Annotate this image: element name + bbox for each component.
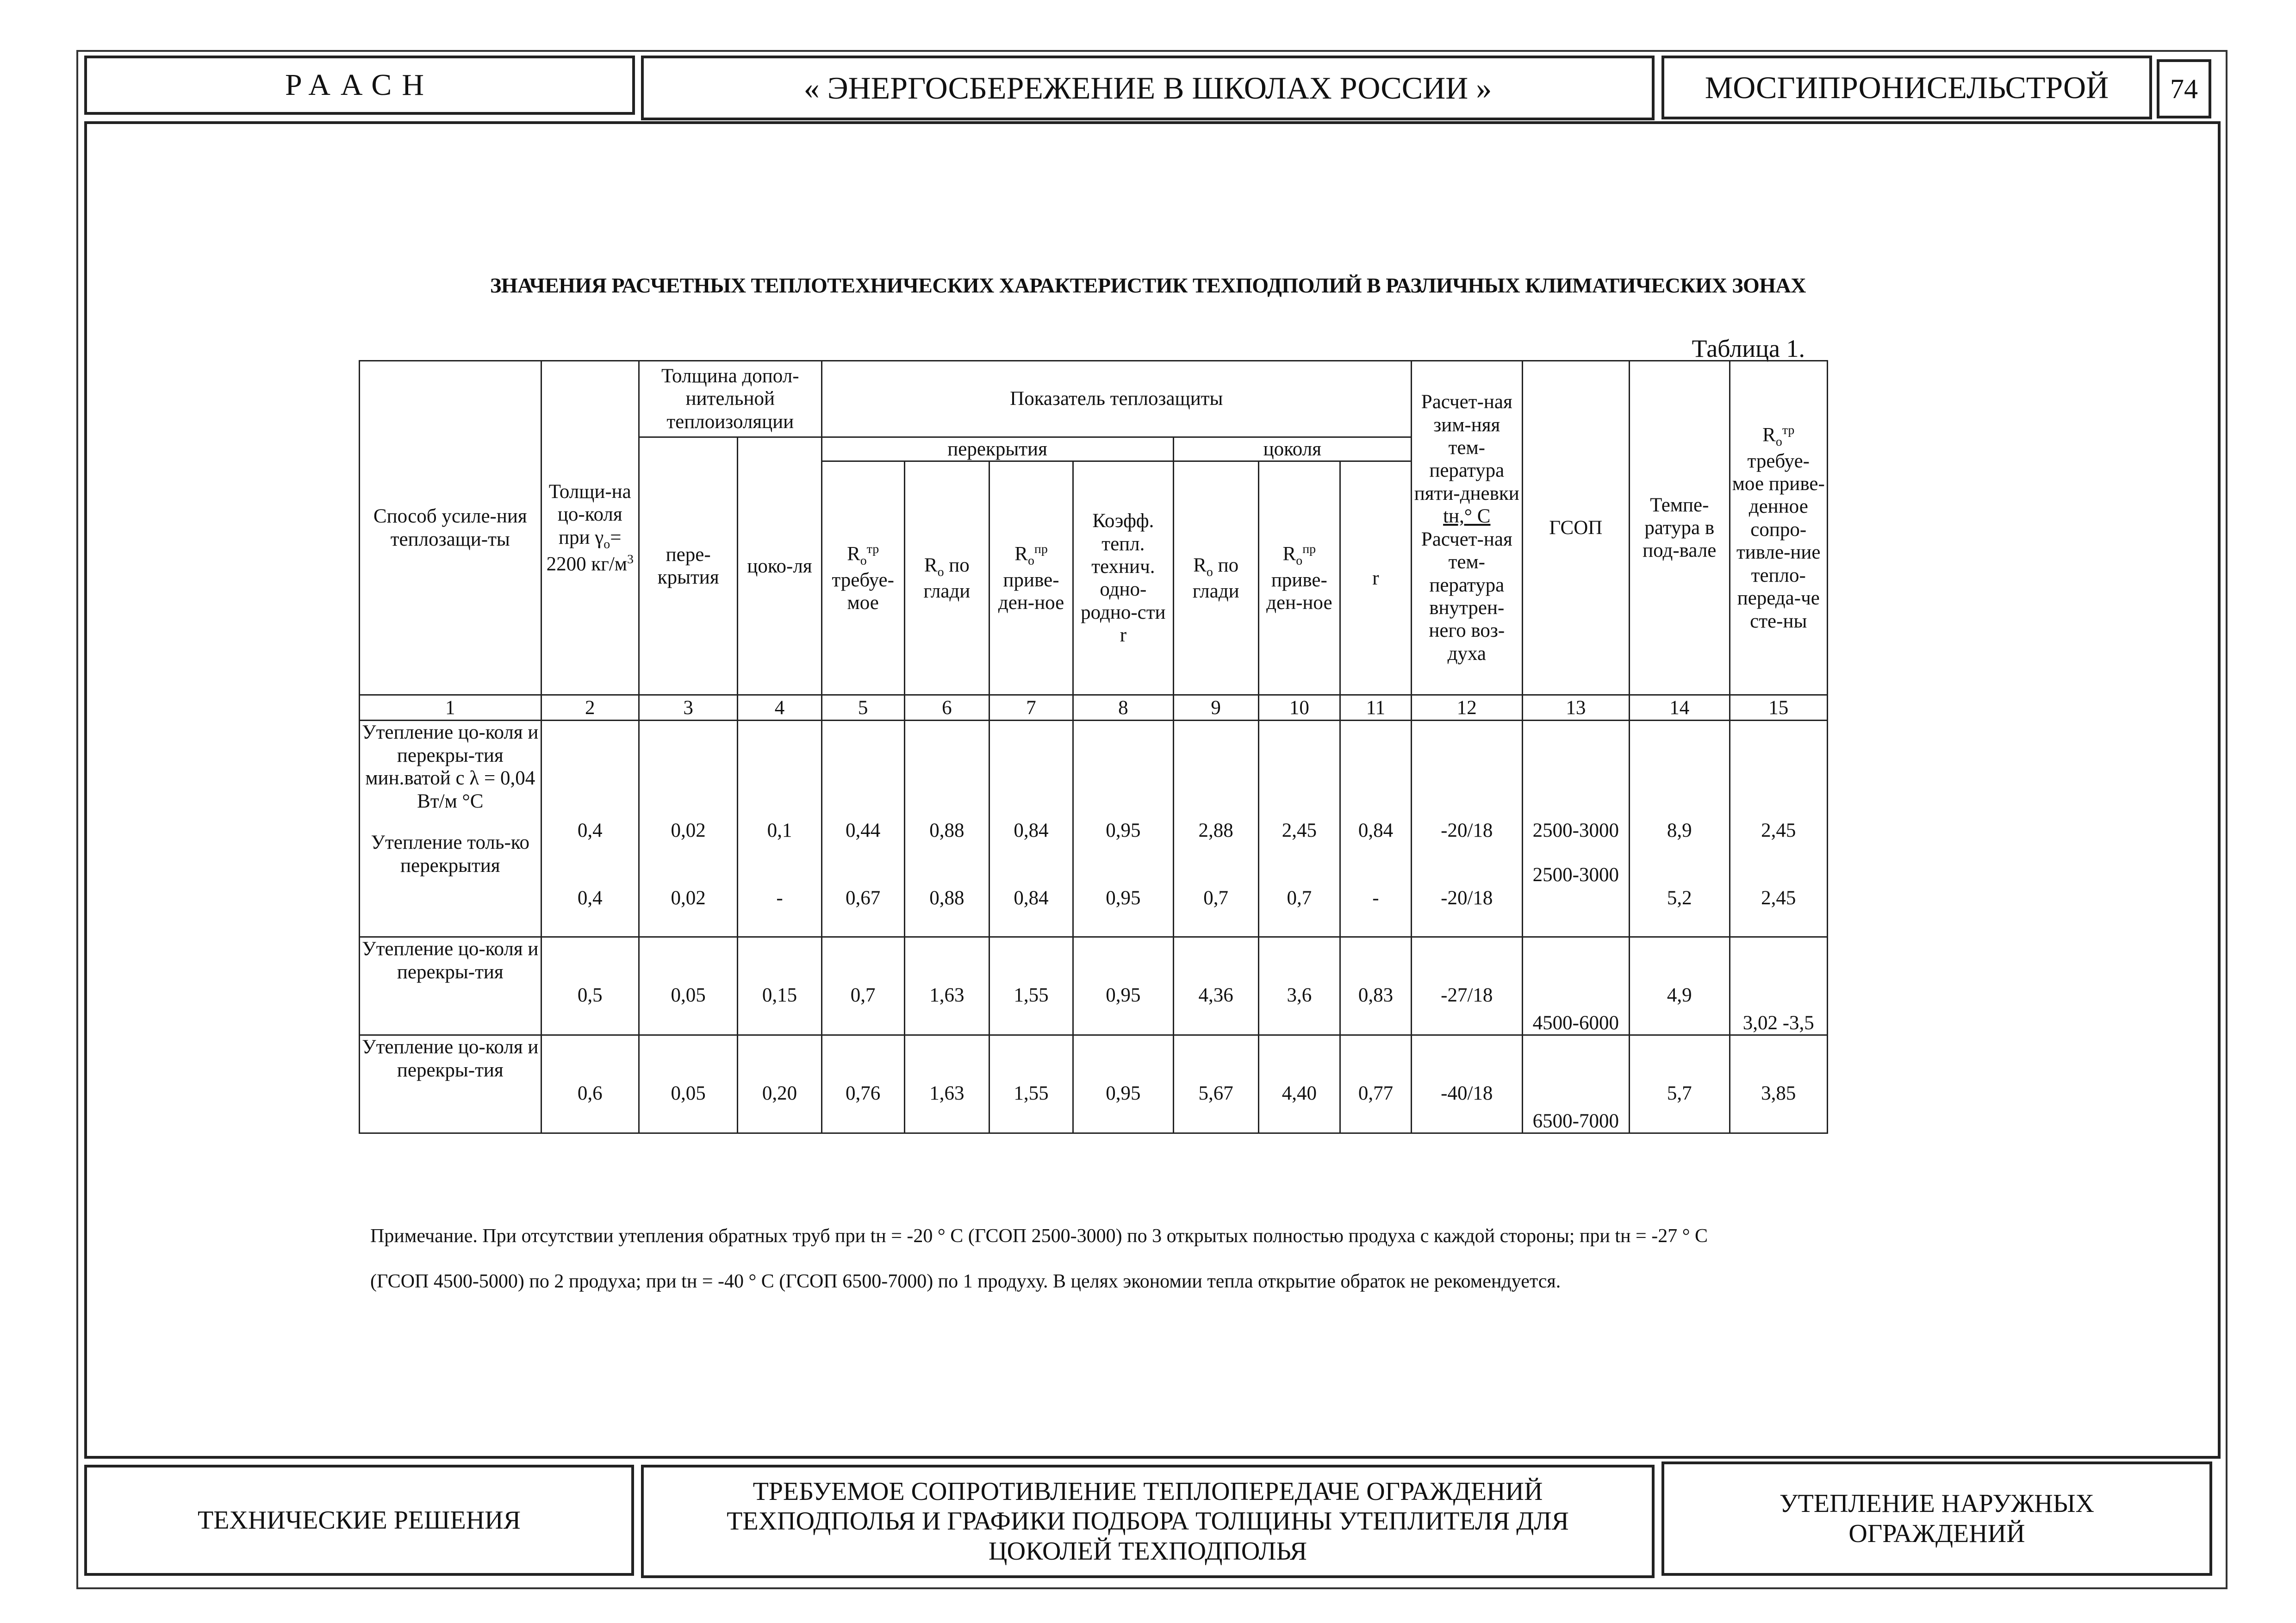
header-project: « ЭНЕРГОСБЕРЕЖЕНИЕ В ШКОЛАХ РОССИИ » [641, 56, 1655, 120]
row-cell: 2,88 0,7 [1173, 721, 1258, 937]
table-row [360, 721, 1828, 937]
footnote-line: (ГСОП 4500-5000) по 2 продуха; при tн = -40 ° С (ГСОП 6500-7000) по 1 продуху. В целях экономии тепла открытие обраток не рекомендуется. [370, 1271, 1561, 1292]
row-cell: 0,95 [1073, 1035, 1173, 1133]
header-r-plinth: r [1340, 461, 1411, 695]
table-label: Таблица 1. [1692, 335, 1805, 362]
row-cell: 0,83 [1340, 937, 1411, 1035]
row-cell: 6500-7000 [1522, 1035, 1630, 1133]
row-cell: 0,84 - [1340, 721, 1411, 937]
row-cell: 8,9 5,2 [1630, 721, 1730, 937]
row-cell: 0,77 [1340, 1035, 1411, 1133]
row-cell: 0,05 [639, 1035, 737, 1133]
col-number: 12 [1411, 695, 1522, 721]
header-winter-temp: Расчет-ная зим-няя тем-пература пяти-дневки tн,° С Расчет-ная тем-пература внутрен-него воз-духа [1411, 361, 1522, 695]
row-cell: 4500-6000 [1522, 937, 1630, 1035]
row-cell: 0,76 [821, 1035, 904, 1133]
table-row [360, 937, 1828, 1035]
header-method: Способ усиле-ния теплозащи-ты [360, 361, 541, 695]
header-r-required: $R_о^{тр}$ требуе-мое [821, 461, 904, 695]
row-cell: -40/18 [1411, 1035, 1522, 1133]
col-number: 3 [639, 695, 737, 721]
row-method: Утепление цо-коля и перекры-тия [360, 937, 541, 1035]
row-cell: 1,63 [904, 1035, 989, 1133]
row-cell: 2,45 2,45 [1730, 721, 1828, 937]
row-cell: 0,5 [541, 937, 639, 1035]
row-cell: 0,20 [738, 1035, 821, 1133]
header-gsop: ГСОП [1522, 361, 1630, 695]
row-cell: 4,40 [1258, 1035, 1340, 1133]
col-number: 10 [1258, 695, 1340, 721]
col-number: 5 [821, 695, 904, 721]
row-cell: 3,6 [1258, 937, 1340, 1035]
col-number: 4 [738, 695, 821, 721]
row-cell: 0,4 0,4 [541, 721, 639, 937]
col-number: 11 [1340, 695, 1411, 721]
col-number: 15 [1730, 695, 1828, 721]
row-cell: 3,02 -3,5 [1730, 937, 1828, 1035]
header-plinth: цоколя [1173, 437, 1411, 461]
col-number: 2 [541, 695, 639, 721]
header-org: РААСН [84, 56, 635, 115]
footnote [370, 1213, 1944, 1304]
row-cell: 0,88 0,88 [904, 721, 989, 937]
row-cell: 5,67 [1173, 1035, 1258, 1133]
col-number: 7 [989, 695, 1073, 721]
row-cell: 1,63 [904, 937, 989, 1035]
row-cell: 1,55 [989, 1035, 1073, 1133]
col-number: 1 [360, 695, 541, 721]
data-table [359, 360, 1828, 1134]
header-protection: Показатель теплозащиты [821, 361, 1411, 437]
footer-right: УТЕПЛЕНИЕ НАРУЖНЫХ ОГРАЖДЕНИЙ [1661, 1461, 2212, 1576]
header-add-insulation: Толщина допол-нительной теплоизоляции [639, 361, 821, 437]
row-cell: 0,02 0,02 [639, 721, 737, 937]
row-cell: 0,05 [639, 937, 737, 1035]
header-overlap: перекрытия [821, 437, 1173, 461]
row-cell: -27/18 [1411, 937, 1522, 1035]
column-numbers-row [360, 695, 1828, 721]
row-cell: 0,1 - [738, 721, 821, 937]
row-cell: 0,95 [1073, 937, 1173, 1035]
row-cell: 0,7 [821, 937, 904, 1035]
table-title: ЗНАЧЕНИЯ РАСЧЕТНЫХ ТЕПЛОТЕХНИЧЕСКИХ ХАРАКТЕРИСТИК ТЕХПОДПОЛИЙ В РАЗЛИЧНЫХ КЛИМАТИЧЕСКИХ ЗОНАХ [490, 274, 1806, 297]
row-cell: 0,6 [541, 1035, 639, 1133]
header-institute: МОСГИПРОНИСЕЛЬСТРОЙ [1661, 56, 2152, 119]
header-r-reduced: $R_о^{пр}$ приве-ден-ное [989, 461, 1073, 695]
col-number: 9 [1173, 695, 1258, 721]
header-tsok: цоко-ля [738, 437, 821, 695]
row-cell: 4,36 [1173, 937, 1258, 1035]
row-cell: 0,15 [738, 937, 821, 1035]
row-method: Утепление цо-коля и перекры-тия мин.ватой с λ = 0,04 Вт/м °С Утепление толь-ко перекрытия [360, 721, 541, 937]
header-r-reduced-plinth: $R_о^{пр}$ приве-ден-ное [1258, 461, 1340, 695]
col-number: 6 [904, 695, 989, 721]
header-r-smooth: $R_о$ по глади [904, 461, 989, 695]
col-number: 14 [1630, 695, 1730, 721]
header-r-wall: $R_о^{тр}$ требуе-мое приве-денное сопро-тивле-ние тепло-переда-че сте-ны [1730, 361, 1828, 695]
row-cell: 4,9 [1630, 937, 1730, 1035]
col-number: 8 [1073, 695, 1173, 721]
header-thickness: Толщи-на цо-коля при $\gamma_о= 2200$ $кг/м^3$ [541, 361, 639, 695]
footer-left: ТЕХНИЧЕСКИЕ РЕШЕНИЯ [84, 1465, 634, 1576]
row-cell: 0,84 0,84 [989, 721, 1073, 937]
header-r-smooth-plinth: $R_о$ по глади [1173, 461, 1258, 695]
table-row [360, 1035, 1828, 1133]
row-cell: 5,7 [1630, 1035, 1730, 1133]
footnote-line: Примечание. При отсутствии утепления обратных труб при tн = -20 ° С (ГСОП 2500-3000) по 3 открытых полностью продуха с каждой стороны; при tн = -27 ° С [370, 1225, 1708, 1247]
row-method: Утепление цо-коля и перекры-тия [360, 1035, 541, 1133]
row-cell: 2500-3000 2500-3000 [1522, 721, 1630, 937]
header-pere: пере-крытия [639, 437, 737, 695]
row-cell: 2,45 0,7 [1258, 721, 1340, 937]
page-number: 74 [2157, 59, 2211, 118]
row-cell: 3,85 [1730, 1035, 1828, 1133]
row-cell: 1,55 [989, 937, 1073, 1035]
header-coefficient: Коэфф. тепл. технич. одно-родно-сти r [1073, 461, 1173, 695]
header-basement-temp: Темпе-ратура в под-вале [1630, 361, 1730, 695]
row-cell: -20/18 -20/18 [1411, 721, 1522, 937]
row-cell: 0,44 0,67 [821, 721, 904, 937]
footer-center: ТРЕБУЕМОЕ СОПРОТИВЛЕНИЕ ТЕПЛОПЕРЕДАЧЕ ОГРАЖДЕНИЙ ТЕХПОДПОЛЬЯ И ГРАФИКИ ПОДБОРА ТОЛЩИНЫ УТЕПЛИТЕЛЯ ДЛЯ ЦОКОЛЕЙ ТЕХПОДПОЛЬЯ [641, 1465, 1655, 1578]
row-cell: 0,95 0,95 [1073, 721, 1173, 937]
col-number: 13 [1522, 695, 1630, 721]
